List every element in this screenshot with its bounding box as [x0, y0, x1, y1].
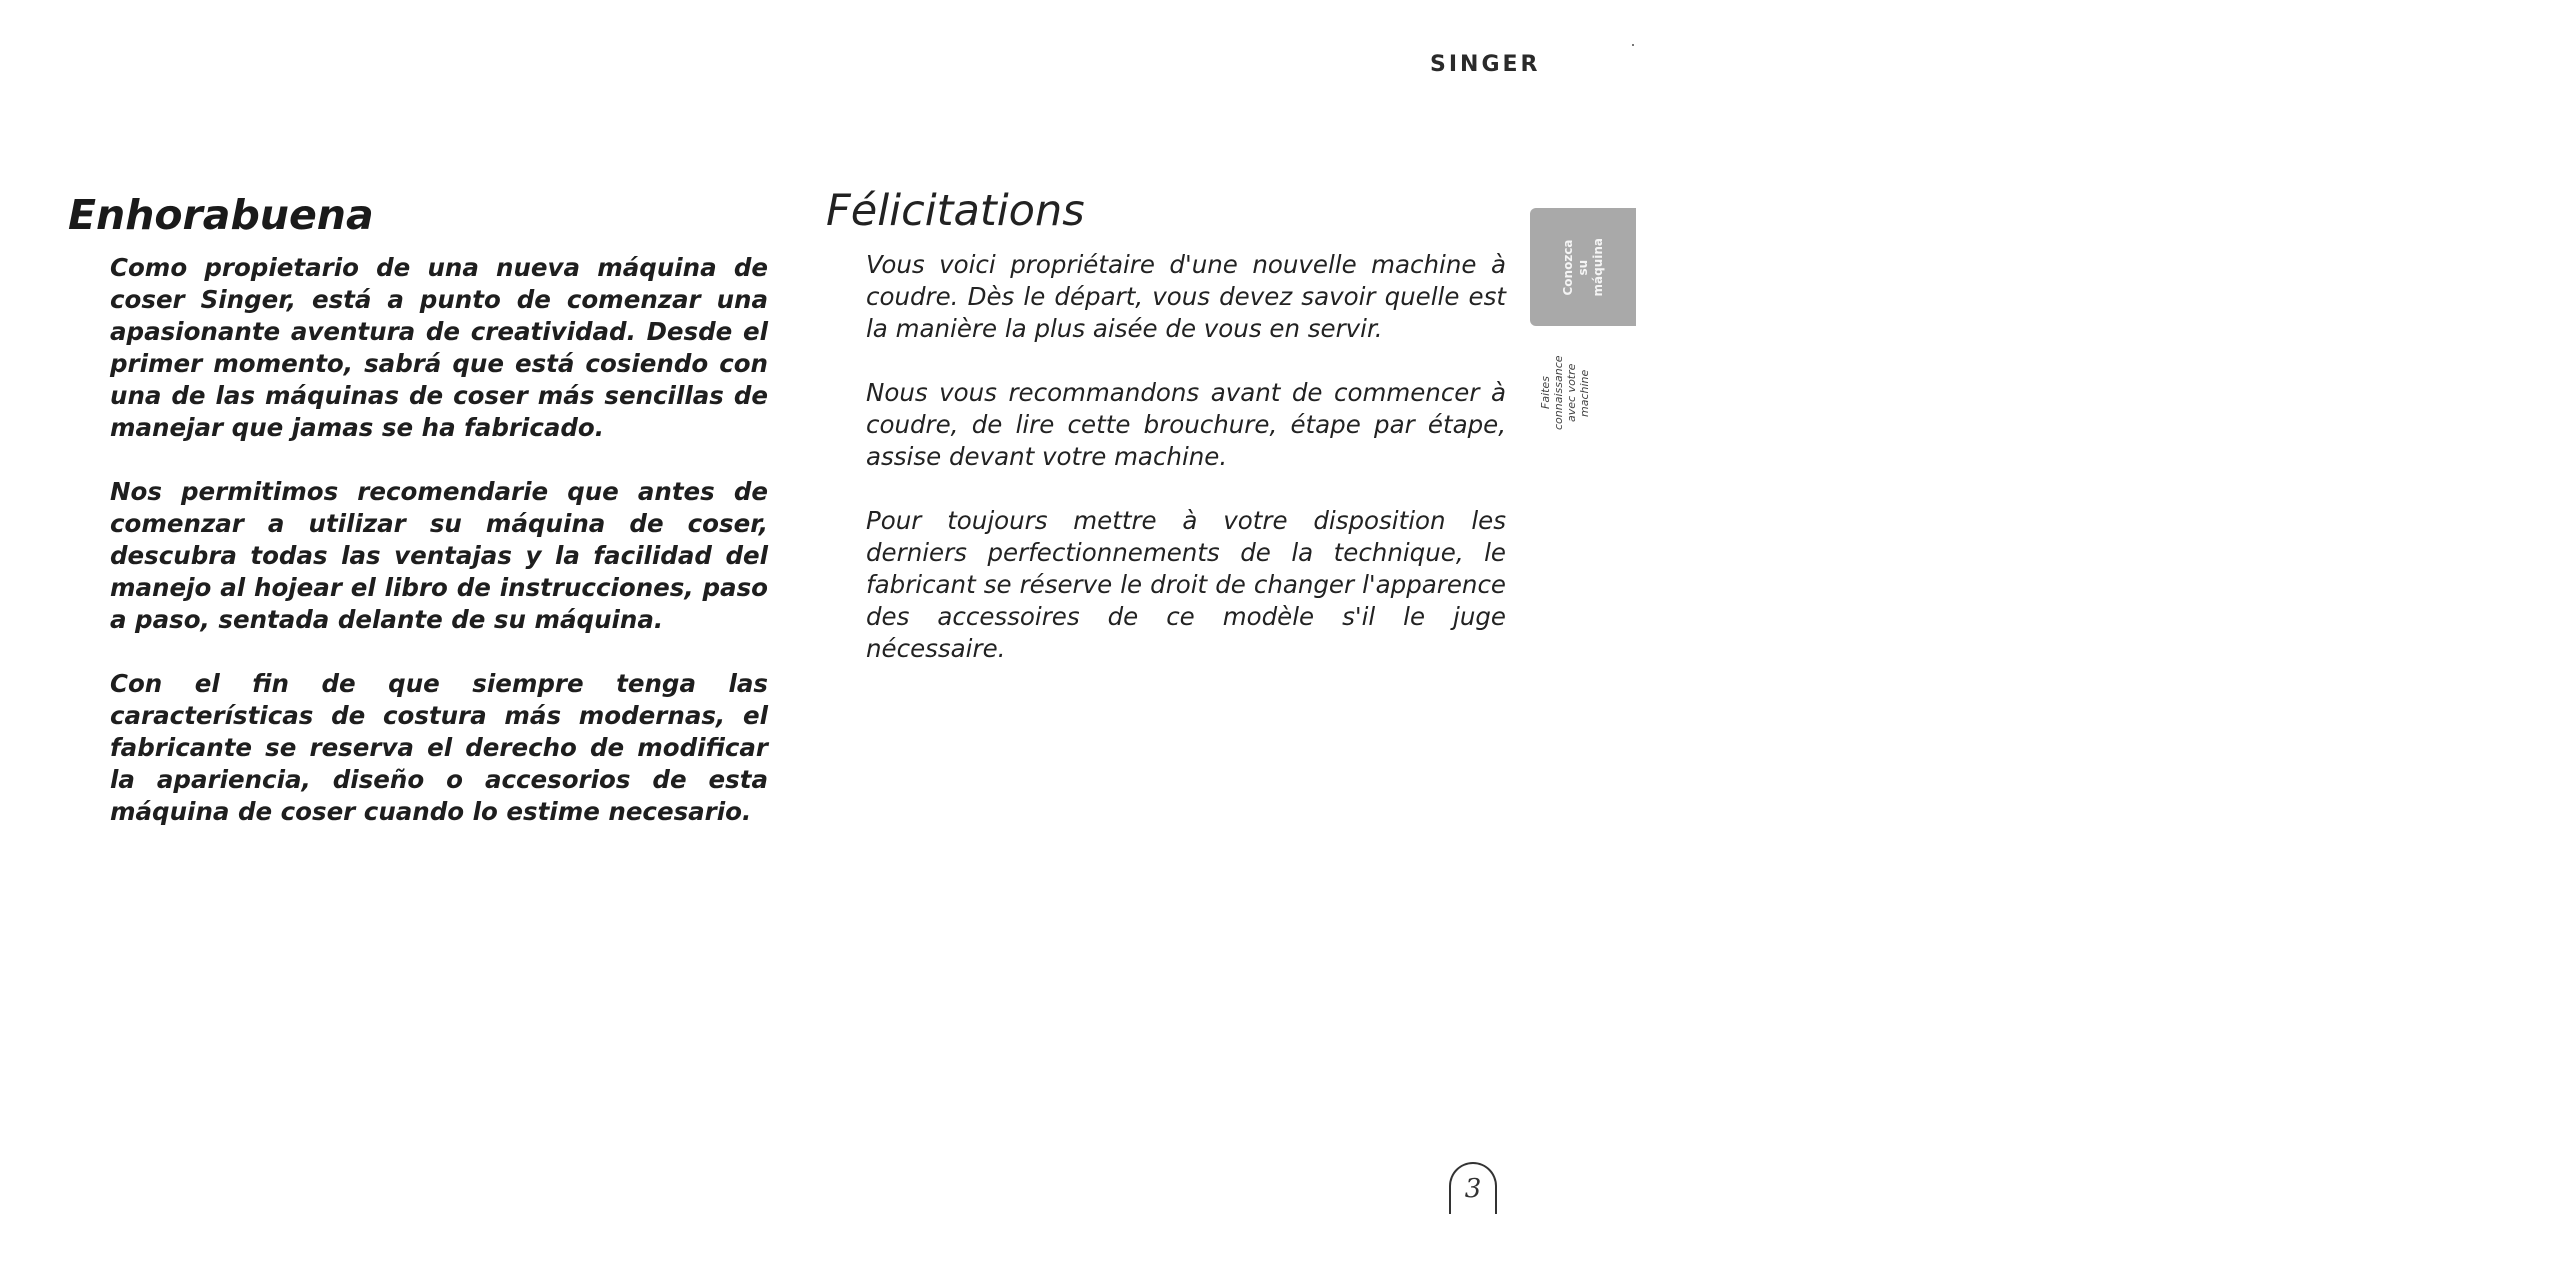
section-tab — [1530, 208, 1636, 326]
spanish-paragraph-3: Con el fin de que siempre tenga las características de costura más modernas, el fabricante se reserva el derecho de modificar la apariencia, diseño o accesorios de esta máquina de coser cuando lo estime necesario. — [110, 669, 768, 827]
scan-speck — [1632, 44, 1634, 46]
spanish-paragraph-2: Nos permitimos recomendarie que antes de comenzar a utilizar su máquina de coser, descubra todas las ventajas y la facilidad del manejo al hojear el libro de instrucciones, paso a paso, sentada delante de su máquina. — [110, 477, 768, 635]
french-column — [826, 188, 1506, 697]
french-heading: Félicitations — [826, 186, 1085, 236]
spanish-paragraph-1: Como propietario de una nueva máquina de coser Singer, está a punto de comenzar una apasionante aventura de creatividad. Desde el primer momento, sabrá que está cosiendo con una de las máquinas de coser más sencillas de manejar que jamas se ha fabricado. — [110, 253, 768, 443]
brand-logo: SINGER — [1430, 52, 1541, 77]
spanish-column — [68, 193, 768, 860]
spanish-heading: Enhorabuena — [68, 191, 374, 239]
french-paragraph-3: Pour toujours mettre à votre disposition les derniers perfectionnements de la technique, le fabricant se réserve le droit de changer l'apparence des accessoires de ce modèle s'il le juge nécessaire. — [866, 506, 1506, 664]
french-paragraph-2: Nous vous recommandons avant de commencer à coudre, de lire cette brouchure, étape par étape, assise devant votre machine. — [866, 378, 1506, 472]
section-tab-caption-label: Faites connaissance avec votre machine — [1539, 355, 1591, 431]
section-tab-label: Conozca su máquina — [1560, 237, 1605, 297]
french-paragraph-1: Vous voici propriétaire d'une nouvelle machine à coudre. Dès le départ, vous devez savoir quelle est la manière la plus aisée de vous en servir. — [866, 250, 1506, 344]
page-number: 3 — [1449, 1162, 1497, 1214]
section-tab-caption — [1535, 348, 1595, 438]
